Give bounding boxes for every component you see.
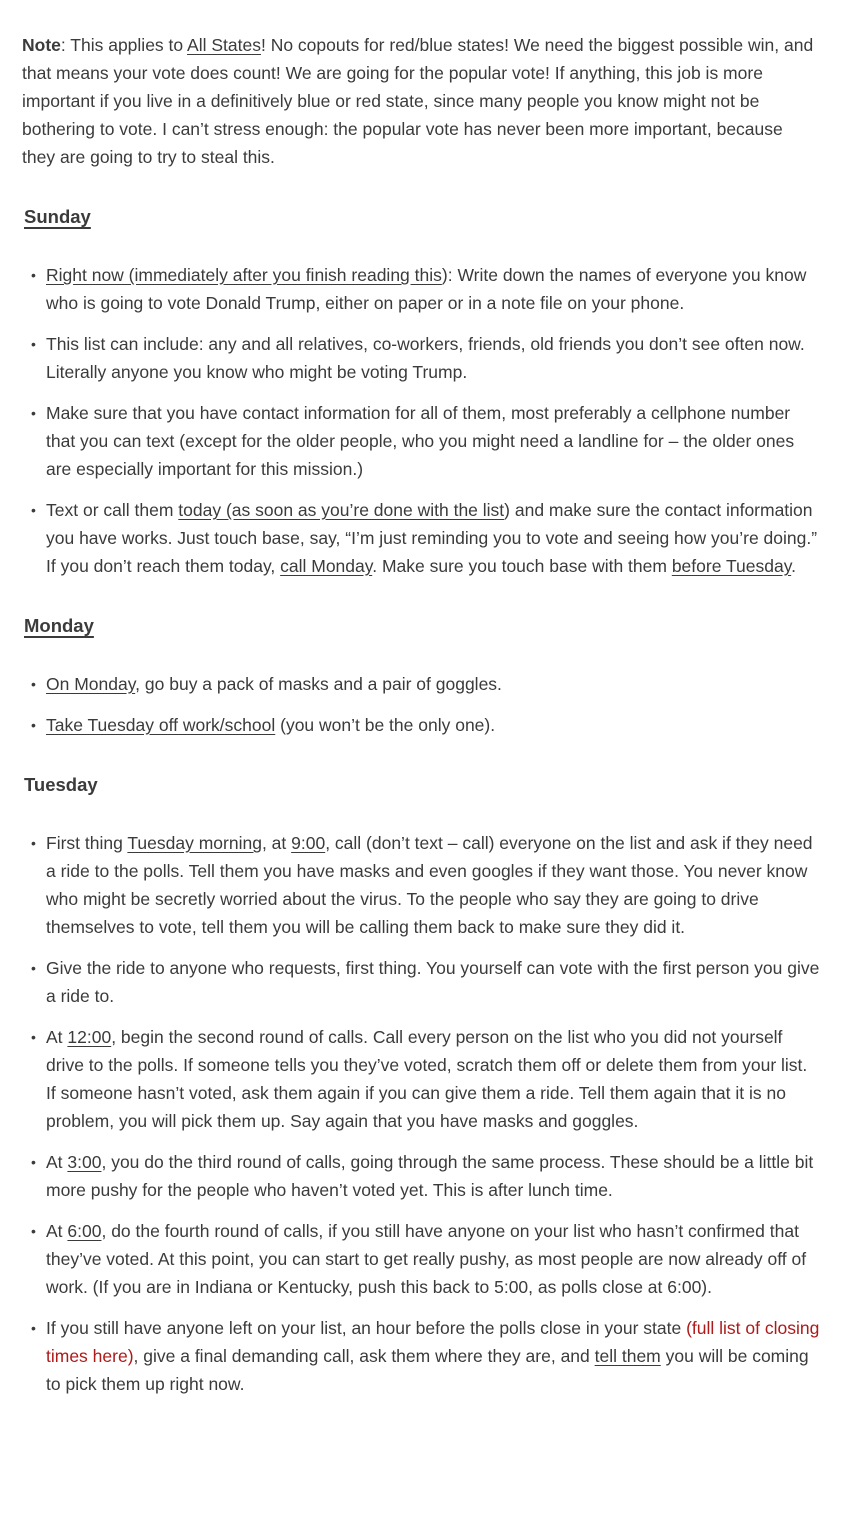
list-item <box>46 954 820 1010</box>
list-item <box>46 399 820 483</box>
normal-text-run: , at <box>261 833 292 853</box>
list-item <box>46 496 820 580</box>
underline-text-run: tell them <box>594 1346 661 1366</box>
section-heading-monday <box>24 612 820 640</box>
normal-text-run: (you won’t be the only one). <box>275 715 496 735</box>
normal-text-run: , go buy a pack of masks and a pair of goggles. <box>135 674 502 694</box>
normal-text-run: ) and make sure the contact information you have works. Just touch base, say, “I’m just reminding you to vote and seeing how you’re doing.” If you don’t reach them today, <box>46 500 818 576</box>
normal-text-run: Make sure that you have contact information for all of them, most preferably a cellphone number that you can text (except for the older people, who you might need a landline for – the older ones are especially important for this mission.) <box>46 403 795 479</box>
normal-text-run: ! No copouts for red/blue states! We need the biggest possible win, and that means your vote does count! We are going for the popular vote! If anything, this job is more important if you live in a definitively blue or red state, since many people you know might not be bothering to vote. I can’t stress enough: the popular vote has never been more important, because they are going to try to steal this. <box>22 35 814 167</box>
list-item <box>46 1148 820 1204</box>
normal-text-run: At <box>46 1027 68 1047</box>
monday-list <box>22 670 820 739</box>
list-item <box>46 261 820 317</box>
section-heading-label: Monday <box>24 615 94 636</box>
section-heading-tuesday <box>24 771 820 799</box>
normal-text-run: . <box>791 556 797 576</box>
normal-text-run: If you still have anyone left on your list, an hour before the polls close in your state <box>46 1318 687 1338</box>
normal-text-run: , call (don’t text – call) everyone on the list and ask if they need a ride to the polls. Tell them you have masks and even googles if they want those. You never know who might be secretly worried about the virus. To the people who say they are going to drive themselves to vote, tell them you will be calling them back to make sure they did it. <box>46 833 813 937</box>
normal-text-run: At <box>46 1152 68 1172</box>
underline-text-run: before Tuesday <box>671 556 792 576</box>
list-item <box>46 1217 820 1301</box>
underline-text-run: All States <box>187 35 261 55</box>
normal-text-run: : This applies to <box>60 35 188 55</box>
normal-text-run: , do the fourth round of calls, if you still have anyone on your list who hasn’t confirmed that they’ve voted. At this point, you can start to get really pushy, as most people are now already off of work. (If you are in Indiana or Kentucky, push this back to 5:00, as polls close at 6:00). <box>46 1221 807 1297</box>
underline-text-run: call Monday <box>280 556 373 576</box>
normal-text-run: First thing <box>46 833 128 853</box>
normal-text-run: Give the ride to anyone who requests, first thing. You yourself can vote with the first person you give a ride to. <box>46 958 820 1006</box>
note-paragraph <box>22 31 820 171</box>
article-body <box>22 31 820 1398</box>
normal-text-run: At <box>46 1221 68 1241</box>
normal-text-run: . Make sure you touch base with them <box>372 556 672 576</box>
list-item <box>46 670 820 698</box>
underline-text-run: Right now (immediately after you finish reading this <box>46 265 442 285</box>
normal-text-run: , give a final demanding call, ask them where they are, and <box>133 1346 595 1366</box>
underline-text-run: 6:00 <box>67 1221 102 1241</box>
normal-text-run: you will be coming to pick them up right now. <box>46 1346 809 1394</box>
list-item <box>46 711 820 739</box>
list-item <box>46 829 820 941</box>
normal-text-run: , begin the second round of calls. Call every person on the list who you did not yourself drive to the polls. If someone tells you they’ve voted, scratch them off or delete them from your list. If someone hasn’t voted, ask them again if you can give them a ride. Tell them again that it is no problem, you will pick them up. Say again that you have masks and goggles. <box>46 1027 808 1131</box>
underline-text-run: Take Tuesday off work/school <box>46 715 276 735</box>
list-item <box>46 330 820 386</box>
list-item <box>46 1023 820 1135</box>
section-heading-sunday <box>24 203 820 231</box>
closing-times-link[interactable]: (full list of closing times here) <box>46 1318 820 1366</box>
underline-text-run: 3:00 <box>67 1152 102 1172</box>
section-heading-label: Tuesday <box>24 774 98 795</box>
normal-text-run: Text or call them <box>46 500 179 520</box>
tuesday-list <box>22 829 820 1398</box>
underline-text-run: On Monday <box>46 674 136 694</box>
underline-text-run: 9:00 <box>291 833 326 853</box>
normal-text-run: , you do the third round of calls, going through the same process. These should be a little bit more pushy for the people who haven’t voted yet. This is after lunch time. <box>46 1152 814 1200</box>
underline-text-run: Tuesday morning <box>127 833 262 853</box>
normal-text-run: This list can include: any and all relatives, co-workers, friends, old friends you don’t see often now. Literally anyone you know who might be voting Trump. <box>46 334 805 382</box>
normal-text-run: ): Write down the names of everyone you know who is going to vote Donald Trump, either on paper or in a note file on your phone. <box>46 265 807 313</box>
sunday-list <box>22 261 820 580</box>
underline-text-run: 12:00 <box>67 1027 112 1047</box>
section-heading-label: Sunday <box>24 206 91 227</box>
underline-text-run: today (as soon as you’re done with the list <box>178 500 505 520</box>
list-item <box>46 1314 820 1398</box>
bold-text-run: Note <box>22 35 61 55</box>
